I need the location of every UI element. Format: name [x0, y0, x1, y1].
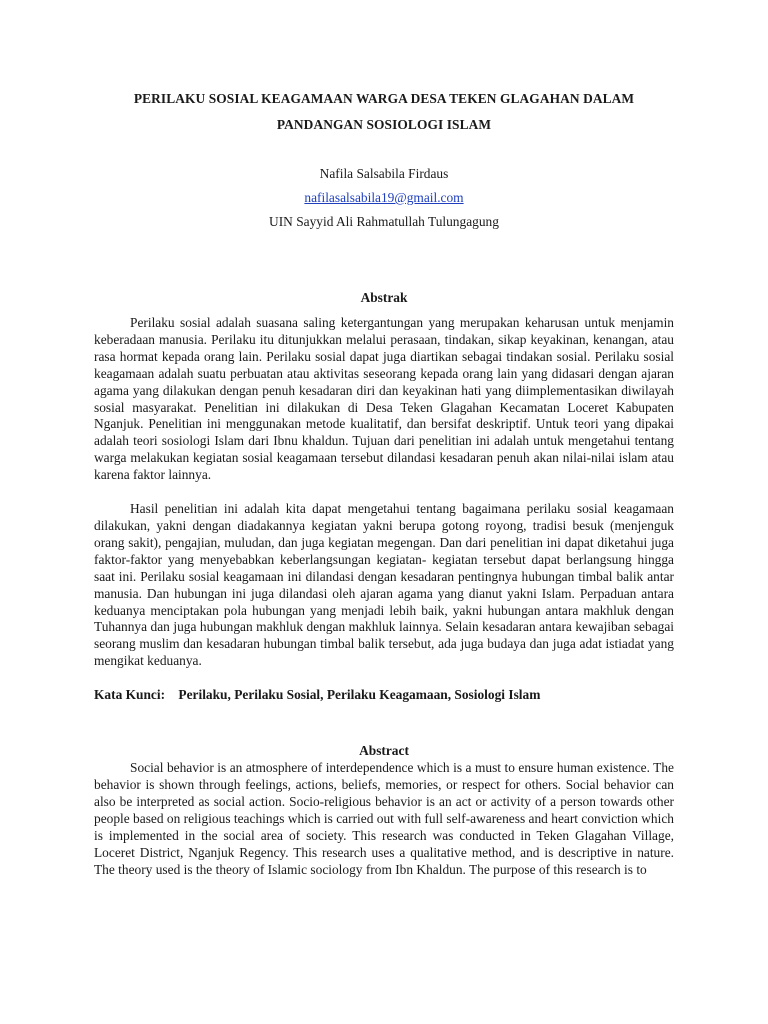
abstrak-paragraph-1: Perilaku sosial adalah suasana saling ketergantungan yang merupakan keharusan untuk menjamin keberadaan manusia. Perilaku itu ditunjukkan melalui perasaan, tindakan, sikap keyakinan, kenangan, atau rasa hormat kepada orang lain. Perilaku sosial dapat juga diartikan sebagai tindakan sosial. Perilaku sosial keagamaan adalah suatu perbuatan atau aktivitas seseorang kepada orang lain yang didasari dengan ajaran agama yang dilakukan dengan penuh kesadaran diri dan keyakinan hati yang diimplementasikan diwilayah sosial masyarakat. Penelitian ini dilakukan di Desa Teken Glagahan Kecamatan Loceret Kabupaten Nganjuk. Penelitian ini menggunakan metode kualitatif, dan bersifat deskriptif. Untuk teori yang dipakai adalah teori sosiologi Islam dari Ibnu khaldun. Tujuan dari penelitian ini adalah untuk mengetahui tentang warga melakukan kegiatan sosial keagamaan tersebut dilandasi kesadaran penuh akan nilai-nilai islam atau karena faktor lainnya. — [94, 315, 674, 483]
abstract-heading: Abstract — [359, 743, 409, 759]
author-affiliation: UIN Sayyid Ali Rahmatullah Tulungagung — [269, 214, 499, 229]
keywords — [94, 686, 674, 703]
paper-title — [94, 86, 674, 138]
keywords-label: Kata Kunci: — [94, 687, 166, 703]
abstract-paragraph-1: Social behavior is an atmosphere of interdependence which is a must to ensure human existence. The behavior is shown through feelings, actions, beliefs, memories, or respect for others. Social behavior can also be interpreted as social action. Socio-religious behavior is an act or activity of a person towards other people based on religious teachings which is carried out with full self-awareness and heart conviction which is implemented in the social area of society. This research was conducted in Teken Glagahan Village, Loceret District, Nganjuk Regency. This research uses a qualitative method, and is descriptive in nature. The theory used is the theory of Islamic sociology from Ibn Khaldun. The purpose of this research is to — [94, 760, 674, 877]
title-line-1: PERILAKU SOSIAL KEAGAMAAN WARGA DESA TEKEN GLAGAHAN DALAM — [133, 91, 635, 106]
author-name: Nafila Salsabila Firdaus — [319, 166, 449, 181]
abstrak-paragraph-2: Hasil penelitian ini adalah kita dapat mengetahui tentang bagaimana perilaku sosial keagamaan dilakukan, yakni dengan diadakannya kegiatan yakni berupa gotong royong, tradisi besuk (menjenguk orang sakit), pengajian, muludan, dan juga kegiatan megengan. Dan dari penelitian ini dapat diketahui juga faktor-faktor yang menyebabkan keberlangsungan kegiatan- kegiatan tersebut dapat berlangsung hingga saat ini. Perilaku sosial keagamaan ini dilandasi dengan kesadaran pentingnya hubungan timbal balik antar manusia. Dan hubungan ini juga dilandasi oleh ajaran agama yang dianut yakni Islam. Perpaduan antara keduanya menciptakan pola hubungan yang menjadi lebih baik, yakni hubungan antara makhluk dengan Tuhannya dan juga hubungan makhluk dengan makhluk lainnya. Selain kesadaran antara kewajiban sebagai seorang muslim dan kesadaran hubungan timbal balik tersebut, ada juga budaya dan juga adat istiadat yang mengikat keduanya. — [94, 501, 674, 669]
author-email-link[interactable]: nafilasalsabila19@gmail.com — [304, 190, 464, 205]
title-line-2: PANDANGAN SOSIOLOGI ISLAM — [276, 117, 492, 132]
keywords-value: Perilaku, Perilaku Sosial, Perilaku Keagamaan, Sosiologi Islam — [178, 687, 541, 703]
abstrak-heading: Abstrak — [360, 290, 408, 305]
author-block — [94, 162, 674, 234]
paper-page — [94, 0, 674, 892]
